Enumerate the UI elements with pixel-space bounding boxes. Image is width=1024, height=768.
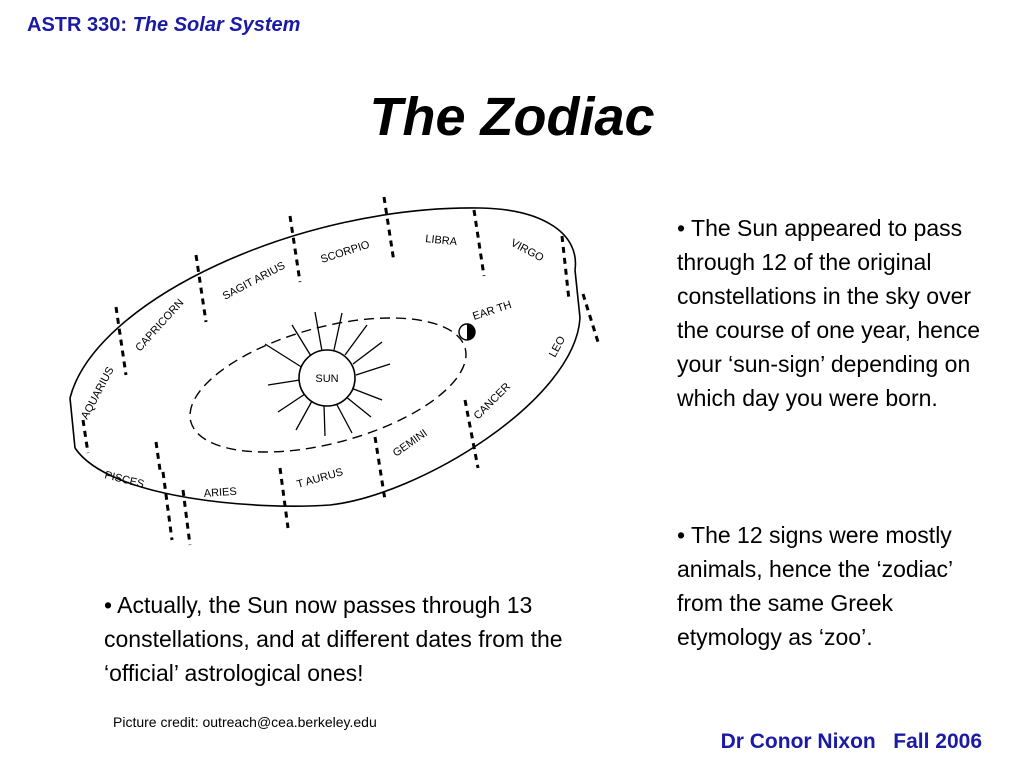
slide-title: The Zodiac: [369, 87, 655, 147]
bullet-sun-path: • The Sun appeared to pass through 12 of the original constellations in the sky over the course of one year, hence your ‘sun-sign’ depending on which day you were born.: [677, 215, 981, 411]
boundary-line: [583, 294, 598, 342]
label-virgo: VIRGO: [508, 237, 546, 265]
earth-label: EAR TH: [471, 299, 514, 323]
bullet-thirteen-constellations: • Actually, the Sun now passes through 13 constellations, and at different dates from the ‘official’ astrological ones!: [104, 592, 563, 686]
bullet-animals: • The 12 signs were mostly animals, hence the ‘zodiac’ from the same Greek etymology as ‘zoo’.: [677, 522, 953, 650]
label-libra: LIBRA: [424, 233, 458, 249]
boundary-line: [290, 216, 300, 282]
footer: [721, 730, 982, 754]
label-aquarius: AQUARIUS: [79, 365, 117, 422]
course-title: The Solar System: [132, 14, 301, 36]
label-cancer: CANCER: [471, 380, 513, 423]
sun-label: SUN: [315, 373, 339, 385]
boundary-line: [196, 255, 206, 322]
boundary-line: [116, 307, 126, 375]
label-capricorn: CAPRICORN: [133, 296, 187, 355]
label-gemini: GEMINI: [390, 427, 430, 460]
course-code: ASTR 330:: [27, 14, 128, 36]
earth: [459, 299, 513, 340]
boundary-line: [280, 468, 288, 528]
term: Fall 2006: [893, 730, 982, 753]
author-name: Dr Conor Nixon: [720, 730, 876, 753]
boundary-line: [163, 472, 172, 540]
boundary-line: [384, 197, 394, 262]
boundary-line: [83, 420, 88, 453]
picture-credit: Picture credit: outreach@cea.berkeley.edu: [113, 714, 377, 730]
boundary-line: [562, 236, 569, 300]
label-sagittarius: SAGIT ARIUS: [220, 259, 288, 303]
boundary-line: [156, 442, 160, 470]
label-pisces: PISCES: [103, 469, 146, 491]
label-aries: ARIES: [203, 485, 238, 500]
label-scorpio: SCORPIO: [319, 238, 372, 266]
boundary-line: [474, 210, 484, 276]
label-leo: LEO: [547, 334, 568, 360]
boundary-line: [375, 437, 385, 500]
sun: [265, 312, 390, 436]
label-taurus: T AURUS: [295, 466, 345, 491]
